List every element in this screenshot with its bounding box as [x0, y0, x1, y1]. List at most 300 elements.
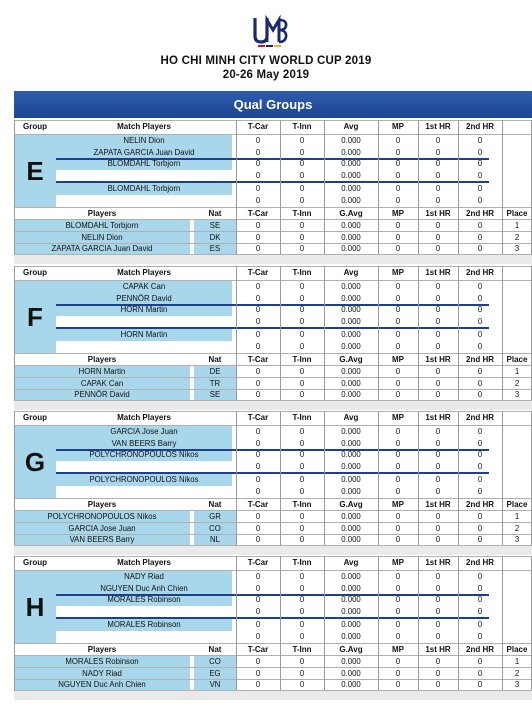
results-header-cell: Nat — [208, 209, 222, 218]
grid-line — [280, 266, 281, 400]
match-separator — [56, 472, 489, 474]
match-header-cell: MP — [392, 558, 404, 567]
match-header-cell: 2nd HR — [466, 268, 494, 277]
match-header-cell: MP — [392, 268, 404, 277]
match-hr1-value: 0 — [435, 595, 441, 604]
match-row — [56, 583, 532, 595]
match-header-cell: 2nd HR — [466, 413, 494, 422]
match-header-cell: T-Car — [247, 122, 269, 131]
match-hr1-value: 0 — [435, 316, 441, 326]
match-tcar-value: 0 — [255, 632, 261, 641]
grid-line — [14, 556, 532, 557]
standing-hr1-value: 0 — [435, 367, 441, 376]
standing-place-value: 2 — [514, 378, 520, 388]
results-header-cell: MP — [392, 355, 404, 364]
results-header-cell: 2nd HR — [466, 209, 494, 218]
standing-mp-value: 0 — [395, 512, 401, 521]
match-tcar-value: 0 — [255, 620, 261, 629]
match-separator — [56, 181, 489, 183]
group-spacer — [14, 546, 532, 555]
match-header-cell: Avg — [343, 122, 359, 131]
grid-line — [14, 120, 532, 121]
grid-line — [280, 411, 281, 545]
qual-group-f — [14, 265, 532, 405]
match-hr2-value: 0 — [477, 475, 483, 484]
match-header-cell: T-Inn — [292, 268, 312, 277]
results-header-cell: T-Inn — [292, 645, 312, 654]
grid-line — [378, 266, 379, 400]
standing-hr1-value: 0 — [435, 512, 441, 521]
standing-hr1-value: 0 — [435, 221, 441, 230]
standing-tinn-value: 0 — [299, 512, 305, 521]
match-avg-value: 0.000 — [341, 572, 361, 581]
match-avg-value: 0.000 — [341, 184, 361, 193]
match-player-name: POLYCHRONOPOULOS Nikos — [56, 449, 232, 461]
grid-line — [14, 353, 532, 354]
standing-player-name: PENNÖR David — [14, 389, 190, 400]
match-tcar-value: 0 — [255, 282, 261, 291]
grid-line — [502, 266, 503, 400]
standing-place-value: 2 — [514, 523, 520, 533]
match-hr2-value: 0 — [477, 342, 483, 351]
results-header-cell: T-Inn — [292, 500, 312, 509]
standing-row — [14, 679, 532, 690]
match-avg-value: 0.000 — [341, 159, 361, 168]
match-header-cell: Match Players — [117, 122, 171, 131]
standing-player-name: VAN BEERS Barry — [14, 534, 190, 545]
grid-line — [458, 556, 459, 690]
match-tinn-value: 0 — [299, 184, 305, 193]
match-row — [56, 438, 532, 450]
grid-line — [502, 556, 503, 690]
standing-player-name: CAPAK Can — [14, 378, 190, 389]
standing-nationality: SE — [194, 389, 236, 400]
match-row — [56, 304, 532, 316]
match-hr2-value: 0 — [477, 450, 483, 459]
standing-place-value: 1 — [514, 367, 520, 376]
standing-tinn-value: 0 — [299, 523, 305, 533]
match-avg-value: 0.000 — [341, 147, 361, 157]
standing-row — [14, 511, 532, 522]
match-hr2-value: 0 — [477, 620, 483, 629]
match-header-cell: T-Inn — [292, 558, 312, 567]
match-player-name: BLOMDAHL Torbjorn — [56, 183, 232, 195]
qual-group-h — [14, 555, 532, 695]
match-hr2-value: 0 — [477, 316, 483, 326]
match-player-name — [56, 170, 232, 182]
results-header-cell: 1st HR — [425, 645, 451, 654]
results-header-cell: 2nd HR — [466, 355, 494, 364]
match-tinn-value: 0 — [299, 170, 305, 180]
match-tcar-value: 0 — [255, 450, 261, 459]
match-area — [14, 426, 532, 498]
match-tcar-value: 0 — [255, 293, 261, 303]
match-avg-value: 0.000 — [341, 583, 361, 593]
standing-row — [14, 232, 532, 243]
match-hr1-value: 0 — [435, 450, 441, 459]
match-hr2-value: 0 — [477, 147, 483, 157]
match-player-name — [56, 461, 232, 473]
match-tinn-value: 0 — [299, 342, 305, 351]
grid-line — [14, 655, 532, 656]
match-tcar-value: 0 — [255, 196, 261, 205]
match-tcar-value: 0 — [255, 170, 261, 180]
results-header-cell: T-Inn — [292, 209, 312, 218]
match-tinn-value: 0 — [299, 461, 305, 471]
match-hr2-value: 0 — [477, 632, 483, 641]
match-tinn-value: 0 — [299, 632, 305, 641]
grid-line — [378, 120, 379, 254]
match-hr2-value: 0 — [477, 170, 483, 180]
match-avg-value: 0.000 — [341, 475, 361, 484]
standing-place-value: 1 — [514, 221, 520, 230]
match-header-cell: Avg — [343, 558, 359, 567]
standing-hr1-value: 0 — [435, 390, 441, 399]
standing-nationality: DK — [194, 232, 236, 243]
standing-tinn-value: 0 — [299, 232, 305, 242]
match-hr2-value: 0 — [477, 196, 483, 205]
match-separator — [56, 158, 489, 160]
match-hr2-value: 0 — [477, 330, 483, 339]
standing-hr2-value: 0 — [477, 232, 483, 242]
results-header-cell: T-Car — [247, 355, 269, 364]
results-header-cell: 1st HR — [425, 500, 451, 509]
match-tcar-value: 0 — [255, 136, 261, 145]
match-row — [56, 135, 532, 147]
group-spacer — [14, 691, 532, 700]
standing-tinn-value: 0 — [299, 378, 305, 388]
match-avg-value: 0.000 — [341, 632, 361, 641]
standing-nationality: EG — [194, 668, 236, 679]
group-letter: E — [14, 135, 56, 207]
standing-row — [14, 366, 532, 377]
standing-mp-value: 0 — [395, 232, 401, 242]
match-header-cell: Group — [23, 413, 47, 422]
standing-tcar-value: 0 — [255, 367, 261, 376]
standing-player-name: ZAPATA GARCIA Juan David — [14, 243, 190, 254]
match-header-cell: T-Inn — [292, 413, 312, 422]
match-hr2-value: 0 — [477, 606, 483, 616]
match-row — [56, 606, 532, 618]
standing-gavg-value: 0.000 — [341, 367, 361, 376]
grid-line — [378, 556, 379, 690]
match-tcar-value: 0 — [255, 184, 261, 193]
match-player-name: NADY Riad — [56, 571, 232, 583]
standing-gavg-value: 0.000 — [341, 244, 361, 253]
event-dates: 20-26 May 2019 — [222, 69, 310, 81]
match-tinn-value: 0 — [299, 595, 305, 604]
match-tinn-value: 0 — [299, 136, 305, 145]
match-mp-value: 0 — [395, 572, 401, 581]
match-hr1-value: 0 — [435, 583, 441, 593]
standing-nationality: SE — [194, 220, 236, 231]
standing-hr1-value: 0 — [435, 378, 441, 388]
match-tcar-value: 0 — [255, 475, 261, 484]
umb-logo-mark — [248, 14, 290, 50]
match-player-name: HORN Martin — [56, 304, 232, 316]
match-tinn-value: 0 — [299, 316, 305, 326]
grid-line — [14, 377, 532, 378]
standing-gavg-value: 0.000 — [341, 512, 361, 521]
match-tcar-value: 0 — [255, 595, 261, 604]
standing-tinn-value: 0 — [299, 535, 305, 544]
match-mp-value: 0 — [395, 427, 401, 436]
results-header-cell: Place — [506, 209, 528, 218]
standing-player-name: NADY Riad — [14, 668, 190, 679]
grid-line — [324, 120, 325, 254]
match-tcar-value: 0 — [255, 147, 261, 157]
standing-tinn-value: 0 — [299, 390, 305, 399]
standing-gavg-value: 0.000 — [341, 523, 361, 533]
standing-tcar-value: 0 — [255, 657, 261, 666]
match-tcar-value: 0 — [255, 159, 261, 168]
match-tcar-value: 0 — [255, 305, 261, 314]
match-mp-value: 0 — [395, 632, 401, 641]
match-hr1-value: 0 — [435, 461, 441, 471]
match-hr2-value: 0 — [477, 305, 483, 314]
match-player-name — [56, 316, 232, 328]
match-mp-value: 0 — [395, 487, 401, 496]
grid-line — [280, 120, 281, 254]
match-avg-value: 0.000 — [341, 620, 361, 629]
match-area — [14, 571, 532, 643]
standing-player-name: NELIN Dion — [14, 232, 190, 243]
results-header-cell: 2nd HR — [466, 500, 494, 509]
standing-player-name: BLOMDAHL Torbjorn — [14, 220, 190, 231]
match-row — [56, 474, 532, 486]
standing-place-value: 1 — [514, 512, 520, 521]
match-tinn-value: 0 — [299, 572, 305, 581]
match-mp-value: 0 — [395, 475, 401, 484]
standing-nationality: ES — [194, 243, 236, 254]
match-mp-value: 0 — [395, 170, 401, 180]
standing-tcar-value: 0 — [255, 535, 261, 544]
match-avg-value: 0.000 — [341, 342, 361, 351]
standing-mp-value: 0 — [395, 367, 401, 376]
grid-line — [14, 498, 532, 499]
standing-place-value: 2 — [514, 232, 520, 242]
match-hr2-value: 0 — [477, 595, 483, 604]
match-row — [56, 461, 532, 473]
grid-line — [418, 411, 419, 545]
match-mp-value: 0 — [395, 282, 401, 291]
standing-mp-value: 0 — [395, 657, 401, 666]
standing-hr1-value: 0 — [435, 244, 441, 253]
results-header-cell: T-Car — [247, 500, 269, 509]
grid-line — [14, 243, 532, 244]
match-mp-value: 0 — [395, 438, 401, 448]
standing-mp-value: 0 — [395, 523, 401, 533]
results-header-cell: G.Avg — [339, 209, 363, 218]
match-mp-value: 0 — [395, 330, 401, 339]
match-hr1-value: 0 — [435, 438, 441, 448]
grid-line — [324, 266, 325, 400]
match-hr1-value: 0 — [435, 330, 441, 339]
match-tinn-value: 0 — [299, 147, 305, 157]
match-avg-value: 0.000 — [341, 282, 361, 291]
match-mp-value: 0 — [395, 620, 401, 629]
match-hr1-value: 0 — [435, 606, 441, 616]
match-header-cell: T-Car — [247, 268, 269, 277]
match-row — [56, 486, 532, 498]
grid-line — [458, 411, 459, 545]
match-mp-value: 0 — [395, 196, 401, 205]
match-mp-value: 0 — [395, 305, 401, 314]
group-letter: F — [14, 281, 56, 353]
standing-hr2-value: 0 — [477, 535, 483, 544]
match-header-cell: 2nd HR — [466, 122, 494, 131]
match-separator — [56, 304, 489, 306]
standing-place-value: 3 — [514, 680, 520, 689]
match-hr2-value: 0 — [477, 184, 483, 193]
standing-player-name: POLYCHRONOPOULOS Nikos — [14, 511, 190, 522]
match-tcar-value: 0 — [255, 487, 261, 496]
match-avg-value: 0.000 — [341, 316, 361, 326]
match-row — [56, 147, 532, 159]
standing-tinn-value: 0 — [299, 668, 305, 678]
standing-tcar-value: 0 — [255, 523, 261, 533]
grid-line — [324, 411, 325, 545]
match-player-name: BLOMDAHL Torbjorn — [56, 158, 232, 170]
standing-gavg-value: 0.000 — [341, 221, 361, 230]
match-row — [56, 449, 532, 461]
grid-line — [14, 219, 532, 220]
standing-row — [14, 534, 532, 545]
standing-mp-value: 0 — [395, 378, 401, 388]
results-header-cell: G.Avg — [339, 355, 363, 364]
match-hr2-value: 0 — [477, 487, 483, 496]
standing-nationality: TR — [194, 378, 236, 389]
match-hr1-value: 0 — [435, 620, 441, 629]
group-spacer — [14, 255, 532, 264]
match-header-cell: 1st HR — [425, 122, 451, 131]
match-tcar-value: 0 — [255, 330, 261, 339]
match-header-cell: Group — [23, 558, 47, 567]
grid-line — [14, 389, 532, 390]
standing-nationality: CO — [194, 656, 236, 667]
results-header-cell: Place — [506, 645, 528, 654]
standing-hr2-value: 0 — [477, 367, 483, 376]
standing-place-value: 1 — [514, 657, 520, 666]
standing-hr2-value: 0 — [477, 512, 483, 521]
match-hr2-value: 0 — [477, 282, 483, 291]
match-header-cell: Avg — [343, 413, 359, 422]
match-header-cell: Group — [23, 268, 47, 277]
match-hr2-value: 0 — [477, 583, 483, 593]
standing-hr1-value: 0 — [435, 535, 441, 544]
match-tinn-value: 0 — [299, 450, 305, 459]
match-player-name — [56, 606, 232, 618]
standing-place-value: 3 — [514, 390, 520, 399]
standing-hr1-value: 0 — [435, 523, 441, 533]
match-hr2-value: 0 — [477, 438, 483, 448]
standing-hr1-value: 0 — [435, 680, 441, 689]
match-player-name: CAPAK Can — [56, 281, 232, 293]
match-avg-value: 0.000 — [341, 595, 361, 604]
match-mp-value: 0 — [395, 316, 401, 326]
match-row — [56, 183, 532, 195]
match-header-cell: Match Players — [117, 558, 171, 567]
grid-line — [14, 667, 532, 668]
standing-tinn-value: 0 — [299, 680, 305, 689]
standing-gavg-value: 0.000 — [341, 535, 361, 544]
standing-row — [14, 389, 532, 400]
standing-gavg-value: 0.000 — [341, 668, 361, 678]
results-header-cell: 1st HR — [425, 209, 451, 218]
standing-gavg-value: 0.000 — [341, 232, 361, 242]
grid-line — [324, 556, 325, 690]
grid-line — [14, 643, 532, 644]
grid-line — [14, 365, 532, 366]
grid-line — [502, 120, 503, 254]
match-separator — [56, 327, 489, 329]
match-avg-value: 0.000 — [341, 450, 361, 459]
results-header-cell: Players — [87, 645, 117, 654]
match-separator — [56, 594, 489, 596]
match-header-cell: T-Car — [247, 413, 269, 422]
standing-mp-value: 0 — [395, 668, 401, 678]
standing-mp-value: 0 — [395, 244, 401, 253]
match-tcar-value: 0 — [255, 427, 261, 436]
match-row — [56, 329, 532, 341]
grid-line — [418, 266, 419, 400]
match-hr1-value: 0 — [435, 475, 441, 484]
results-header-cell: 2nd HR — [466, 645, 494, 654]
results-header-cell: G.Avg — [339, 500, 363, 509]
grid-line — [14, 425, 532, 426]
match-header-cell: Avg — [343, 268, 359, 277]
grid-line — [236, 411, 237, 545]
match-tinn-value: 0 — [299, 293, 305, 303]
match-avg-value: 0.000 — [341, 196, 361, 205]
group-spacer — [14, 401, 532, 410]
standing-place-value: 3 — [514, 244, 520, 253]
match-tinn-value: 0 — [299, 305, 305, 314]
standing-place-value: 2 — [514, 668, 520, 678]
standing-tinn-value: 0 — [299, 367, 305, 376]
standing-row — [14, 378, 532, 389]
standing-mp-value: 0 — [395, 221, 401, 230]
standing-tcar-value: 0 — [255, 680, 261, 689]
standing-hr2-value: 0 — [477, 221, 483, 230]
match-hr1-value: 0 — [435, 427, 441, 436]
qual-groups-banner: Qual Groups — [14, 91, 532, 118]
match-row — [56, 426, 532, 438]
match-header-row — [14, 557, 532, 569]
match-row — [56, 631, 532, 643]
match-avg-value: 0.000 — [341, 438, 361, 448]
match-row — [56, 594, 532, 606]
match-tinn-value: 0 — [299, 330, 305, 339]
results-header-cell: MP — [392, 645, 404, 654]
match-player-name: NELIN Dion — [56, 135, 232, 147]
match-hr1-value: 0 — [435, 159, 441, 168]
grid-line — [14, 231, 532, 232]
match-separator — [56, 617, 489, 619]
grid-line — [14, 120, 15, 254]
match-header-cell: T-Car — [247, 558, 269, 567]
match-avg-value: 0.000 — [341, 305, 361, 314]
match-player-name: POLYCHRONOPOULOS Nikos — [56, 474, 232, 486]
standing-player-name: HORN Martin — [14, 366, 190, 377]
standing-player-name: GARCIA Jose Juan — [14, 523, 190, 534]
match-mp-value: 0 — [395, 583, 401, 593]
standing-row — [14, 243, 532, 254]
standing-gavg-value: 0.000 — [341, 657, 361, 666]
standing-hr2-value: 0 — [477, 657, 483, 666]
standing-hr2-value: 0 — [477, 523, 483, 533]
match-row — [56, 281, 532, 293]
